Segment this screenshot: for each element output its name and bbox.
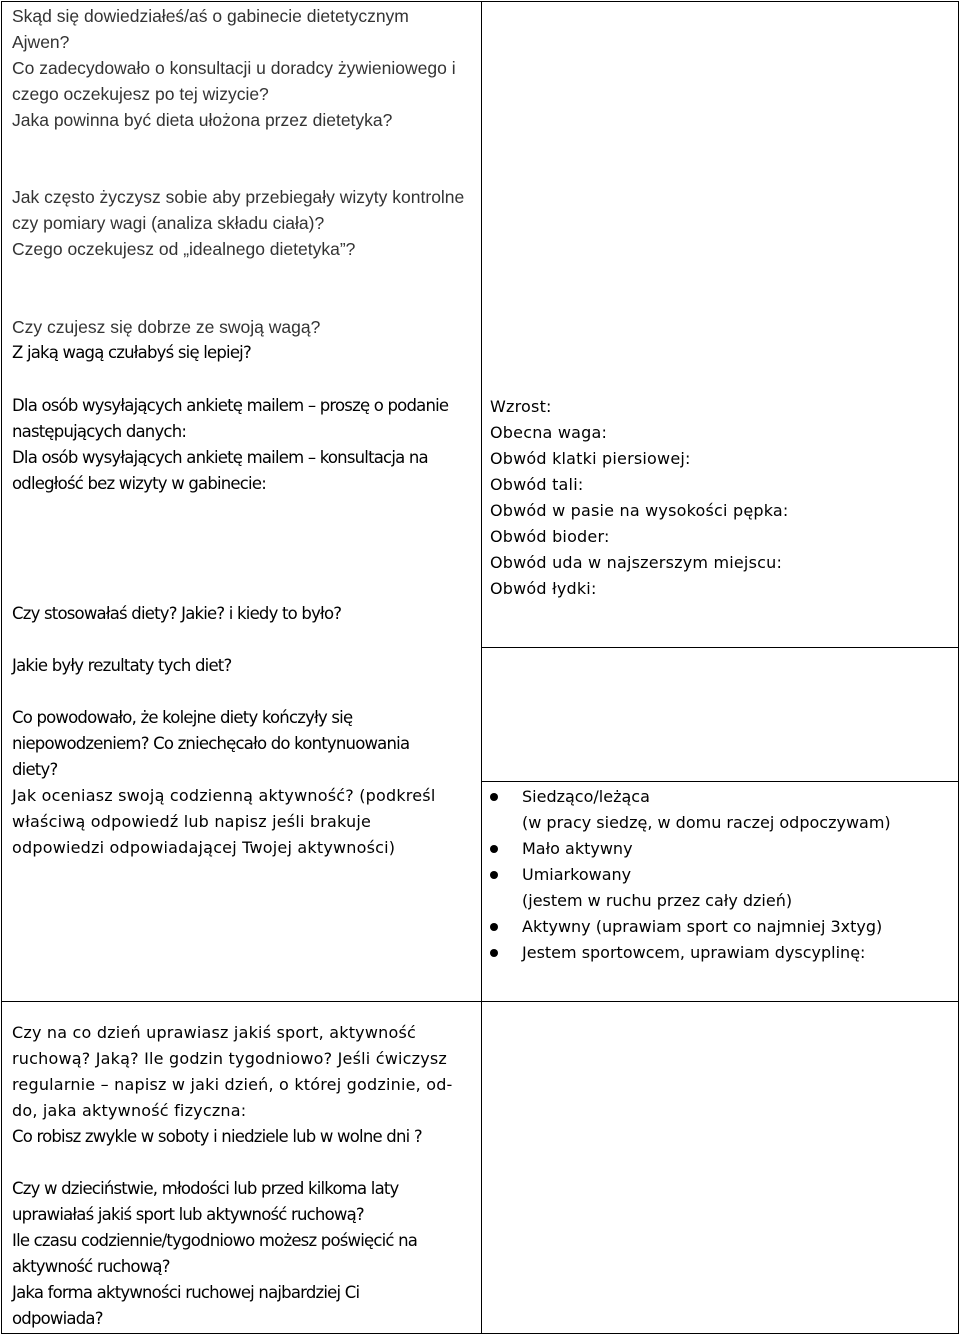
question-previous-diets [12,601,474,627]
text-line: odpowiada? [12,1309,103,1328]
question-sport-daily [12,1020,474,1124]
measurement-chest: Obwód klatki piersiowej: [490,449,691,468]
text-line: Czego oczekujesz od „idealnego dietetyka”? [12,239,356,259]
table-border-left [1,1,2,1334]
activity-option-label: Siedząco/leżąca [522,787,650,806]
text-line: odpowiedzi odpowiadającej Twojej aktywności) [12,838,396,857]
text-line: Skąd się dowiedziałeś/aś o gabinecie dietetycznym [12,6,409,26]
activity-option-label: Umiarkowany [522,865,632,884]
measurement-waist: Obwód tali: [490,475,584,494]
bullet-icon [490,949,498,957]
text-line: odległość bez wizyty w gabinecie: [12,474,266,493]
question-weight-feeling [12,314,474,366]
table-border-top [1,1,959,2]
table-border-middle [481,1,482,1334]
text-line: czy pomiary wagi (analiza składu ciała)? [12,213,325,233]
text-line: Jak oceniasz swoją codzienną aktywność? (podkreśl [12,786,436,805]
text-line: Jak często życzysz sobie aby przebiegały wizyty kontrolne [12,187,465,207]
list-item[interactable] [490,784,950,810]
row-divider-2 [481,781,959,782]
activity-option-note: (jestem w ruchu przez cały dzień) [522,891,793,910]
text-line: regularnie – napisz w jaki dzień, o której godzinie, od- [12,1075,453,1094]
text-line: Jaka forma aktywności ruchowej najbardziej Ci [12,1283,360,1302]
question-diet-failure [12,705,474,783]
measurement-height: Wzrost: [490,397,552,416]
measurement-thigh: Obwód uda w najszerszym miejscu: [490,553,783,572]
measurements-list [490,394,950,602]
text-line: Dla osób wysyłających ankietę mailem – proszę o podanie [12,396,449,415]
question-source-and-expectations [12,3,474,133]
text-line: diety? [12,760,58,779]
text-line: ruchową? Jaką? Ile godzin tygodniowo? Jeśli ćwiczysz [12,1049,448,1068]
text-line: Czy czujesz się dobrze ze swoją wagą? [12,317,321,337]
text-line: czego oczekujesz po tej wizycie? [12,84,269,104]
question-diet-results [12,653,474,679]
text-line: Co robisz zwykle w soboty i niedziele lub w wolne dni ? [12,1127,422,1146]
text-line: Jakie były rezultaty tych diet? [12,656,232,675]
bullet-icon [490,871,498,879]
measurement-calf: Obwód łydki: [490,579,597,598]
bullet-icon [490,923,498,931]
question-weekends [12,1124,474,1150]
question-control-visits [12,184,474,262]
text-line: Z jaką wagą czułabyś się lepiej? [12,343,251,362]
text-line: Ajwen? [12,32,70,52]
activity-option-label: Mało aktywny [522,839,633,858]
text-line: Dla osób wysyłających ankietę mailem – konsultacja na [12,448,428,467]
list-item[interactable] [490,862,950,888]
list-item[interactable] [490,940,950,966]
bullet-icon [490,793,498,801]
activity-options-list [490,784,950,966]
text-line: Ile czasu codziennie/tygodniowo możesz poświęcić na [12,1231,418,1250]
list-item-continuation [490,888,950,914]
row-divider-1 [481,647,959,648]
text-line: niepowodzeniem? Co zniechęcało do kontynuowania [12,734,410,753]
measurement-navel: Obwód w pasie na wysokości pępka: [490,501,789,520]
text-line: Czy stosowałaś diety? Jakie? i kiedy to było? [12,604,342,623]
measurement-hips: Obwód bioder: [490,527,610,546]
question-past-sport [12,1176,474,1332]
list-item[interactable] [490,836,950,862]
bullet-icon [490,845,498,853]
text-line: właściwą odpowiedź lub napisz jeśli brakuje [12,812,372,831]
activity-option-label: Aktywny (uprawiam sport co najmniej 3xtyg) [522,917,883,936]
measurement-weight: Obecna waga: [490,423,608,442]
table-border-right [958,1,959,1334]
text-line: Co powodowało, że kolejne diety kończyły się [12,708,353,727]
list-item-continuation [490,810,950,836]
activity-option-note: (w pracy siedzę, w domu raczej odpoczywam) [522,813,891,832]
activity-option-label: Jestem sportowcem, uprawiam dyscyplinę: [522,943,866,962]
text-line: aktywność ruchową? [12,1257,170,1276]
text-line: Jaka powinna być dieta ułożona przez dietetyka? [12,110,393,130]
instructions-email-survey [12,393,474,497]
text-line: do, jaka aktywność fizyczna: [12,1101,247,1120]
question-daily-activity [12,783,474,861]
text-line: następujących danych: [12,422,187,441]
text-line: uprawiałaś jakiś sport lub aktywność ruchową? [12,1205,364,1224]
list-item[interactable] [490,914,950,940]
text-line: Czy w dzieciństwie, młodości lub przed kilkoma laty [12,1179,399,1198]
text-line: Czy na co dzień uprawiasz jakiś sport, aktywność [12,1023,416,1042]
row-divider-3 [1,1001,959,1002]
text-line: Co zadecydowało o konsultacji u doradcy żywieniowego i [12,58,456,78]
